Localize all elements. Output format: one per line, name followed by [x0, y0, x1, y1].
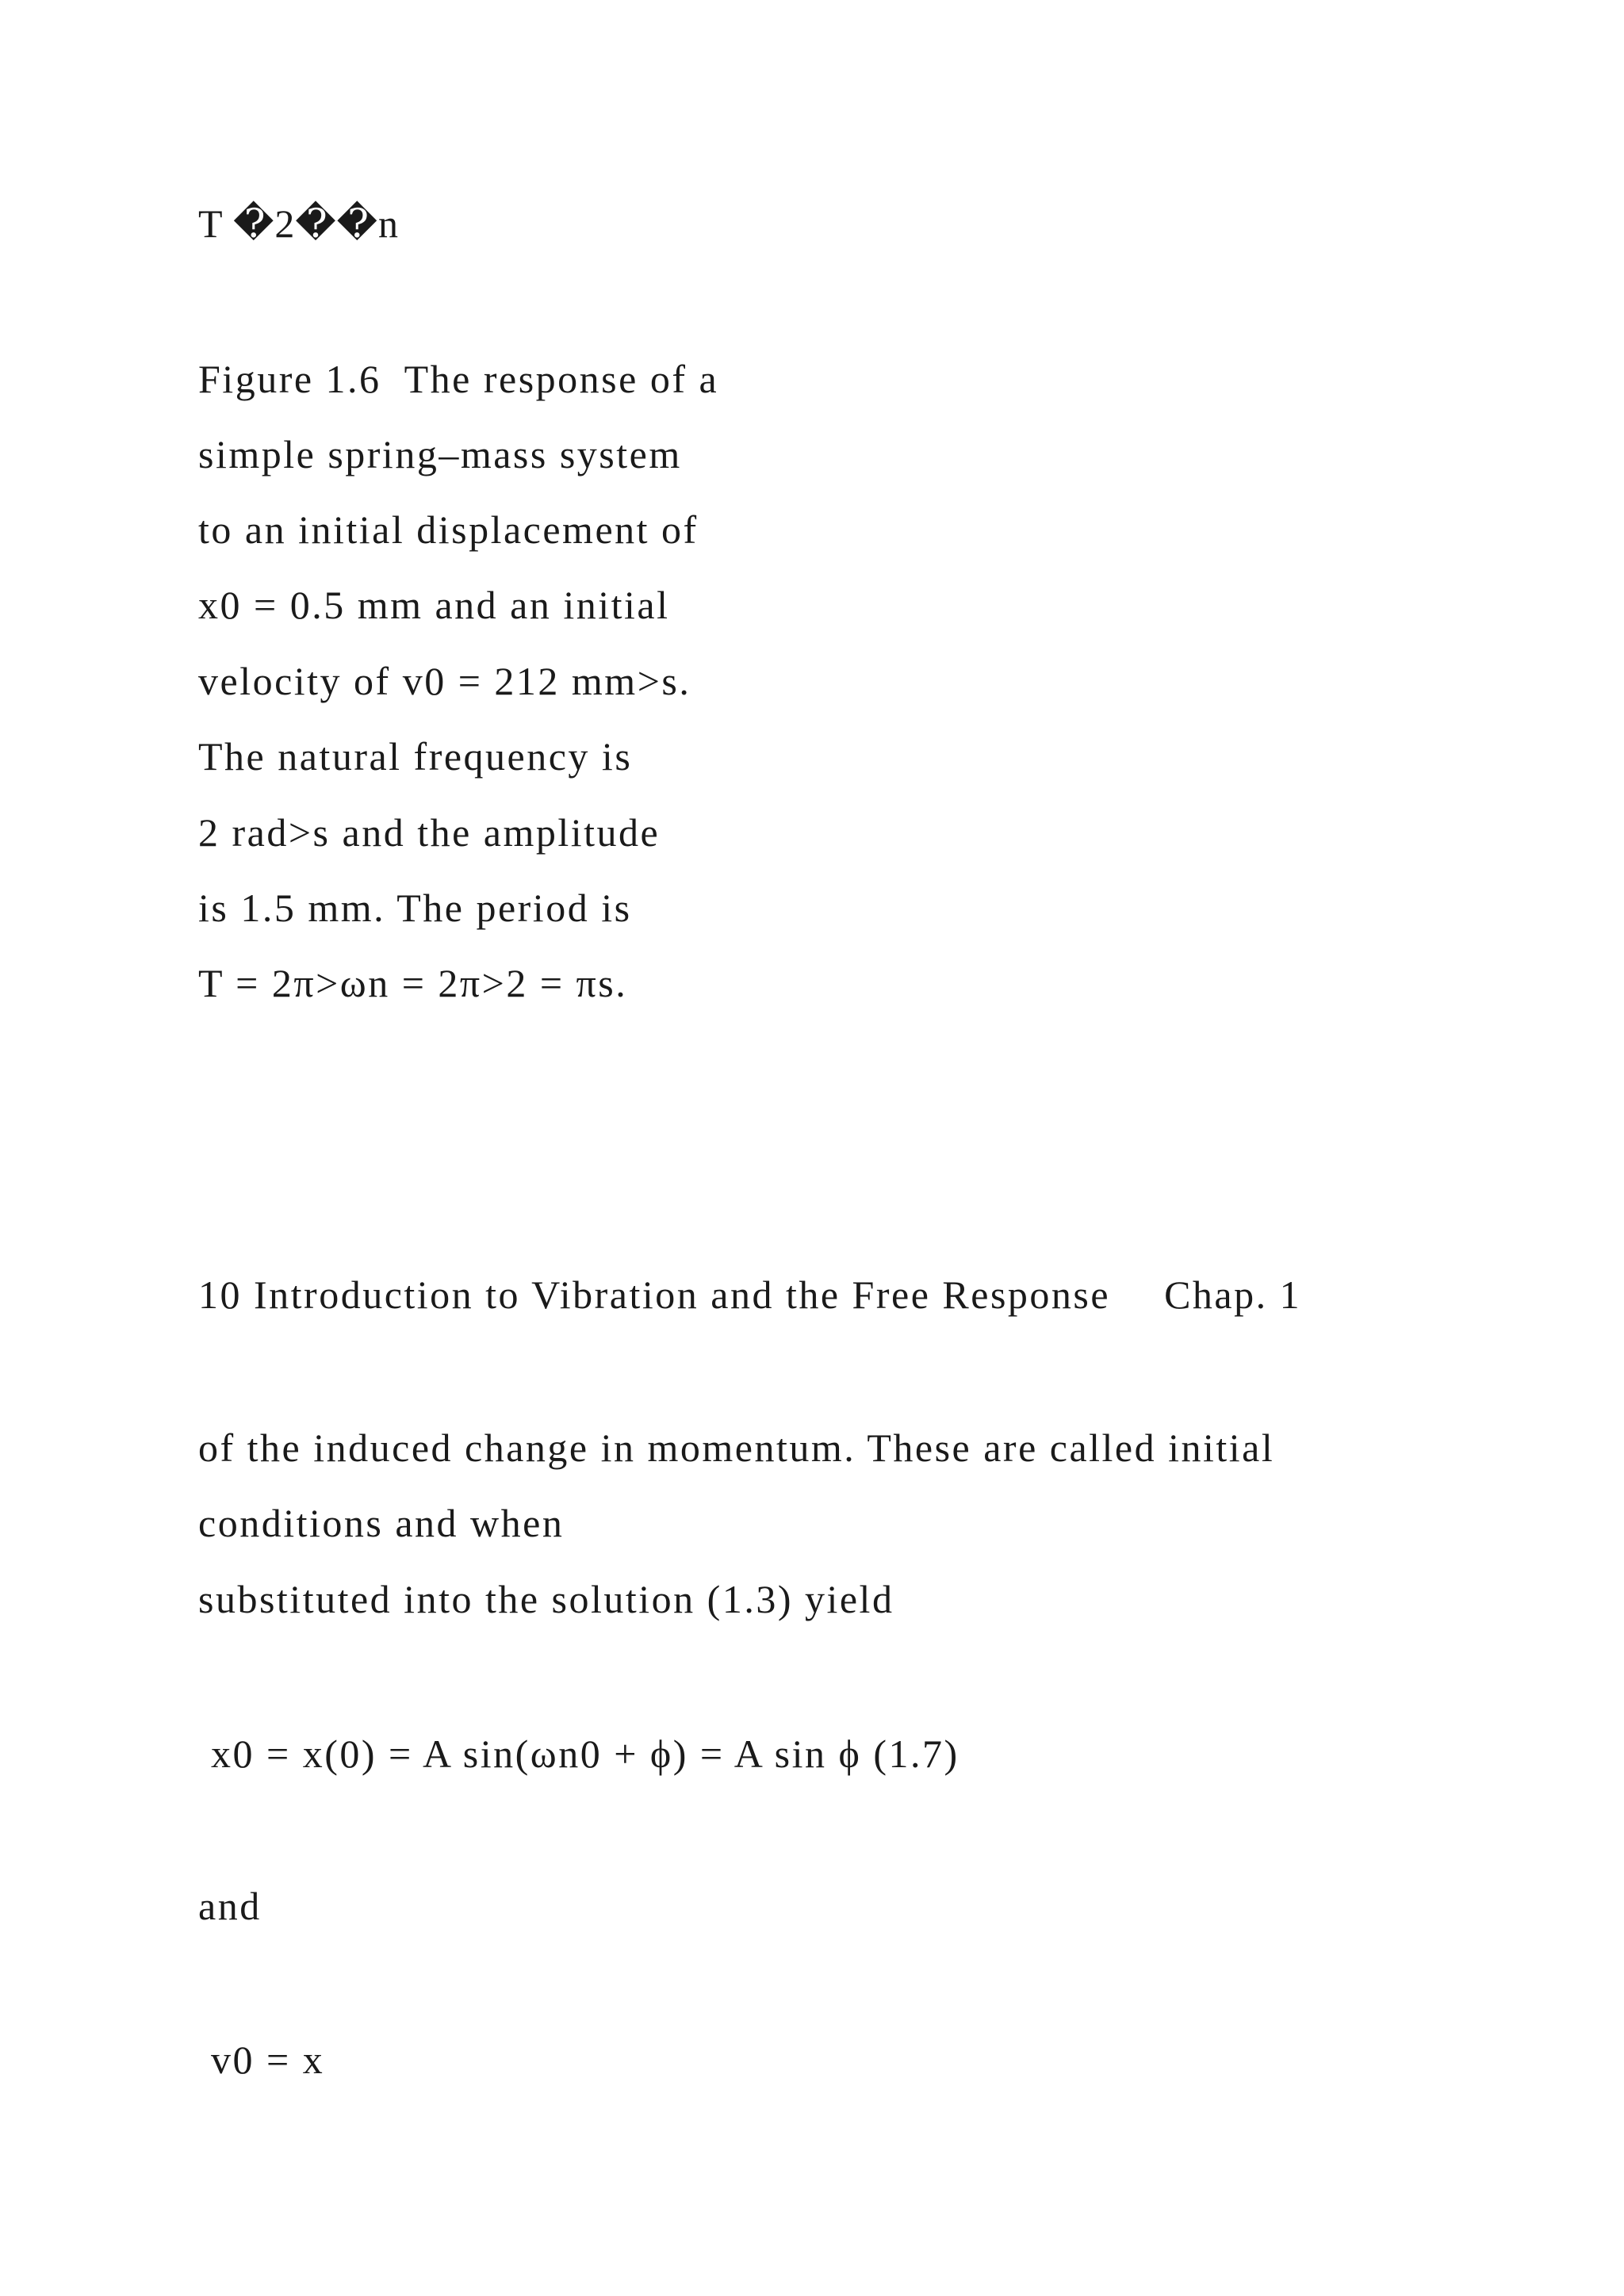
caption-line: simple spring–mass system	[198, 432, 682, 476]
equation-1-7: x0 = x(0) = A sin(ωn0 + ϕ) = A sin ϕ (1.7)	[211, 1732, 959, 1776]
caption-line: is 1.5 mm. The period is	[198, 886, 632, 930]
paragraph-line: conditions and when	[198, 1501, 565, 1545]
caption-line: 2 rad>s and the amplitude	[198, 810, 661, 855]
running-header	[198, 1271, 1301, 1318]
caption-line: The natural frequency is	[198, 734, 633, 779]
caption-line: velocity of v0 = 212 mm>s.	[198, 659, 691, 703]
running-header-chapter: Chap. 1	[1164, 1272, 1302, 1317]
caption-line: Figure 1.6 The response of a	[198, 357, 719, 401]
caption-line: T = 2π>ωn = 2π>2 = πs.	[198, 961, 628, 1005]
paragraph-line: of the induced change in momentum. These are called initial	[198, 1425, 1275, 1470]
garbled-equation-fragment: T �2��n	[198, 201, 399, 246]
caption-line: x0 = 0.5 mm and an initial	[198, 583, 670, 627]
caption-line: to an initial displacement of	[198, 507, 699, 552]
connector-text: and	[198, 1884, 262, 1928]
running-header-title: 10 Introduction to Vibration and the Free Response	[198, 1272, 1111, 1317]
paragraph-line: substituted into the solution (1.3) yield	[198, 1577, 894, 1621]
equation-velocity: v0 = x	[211, 2038, 325, 2082]
